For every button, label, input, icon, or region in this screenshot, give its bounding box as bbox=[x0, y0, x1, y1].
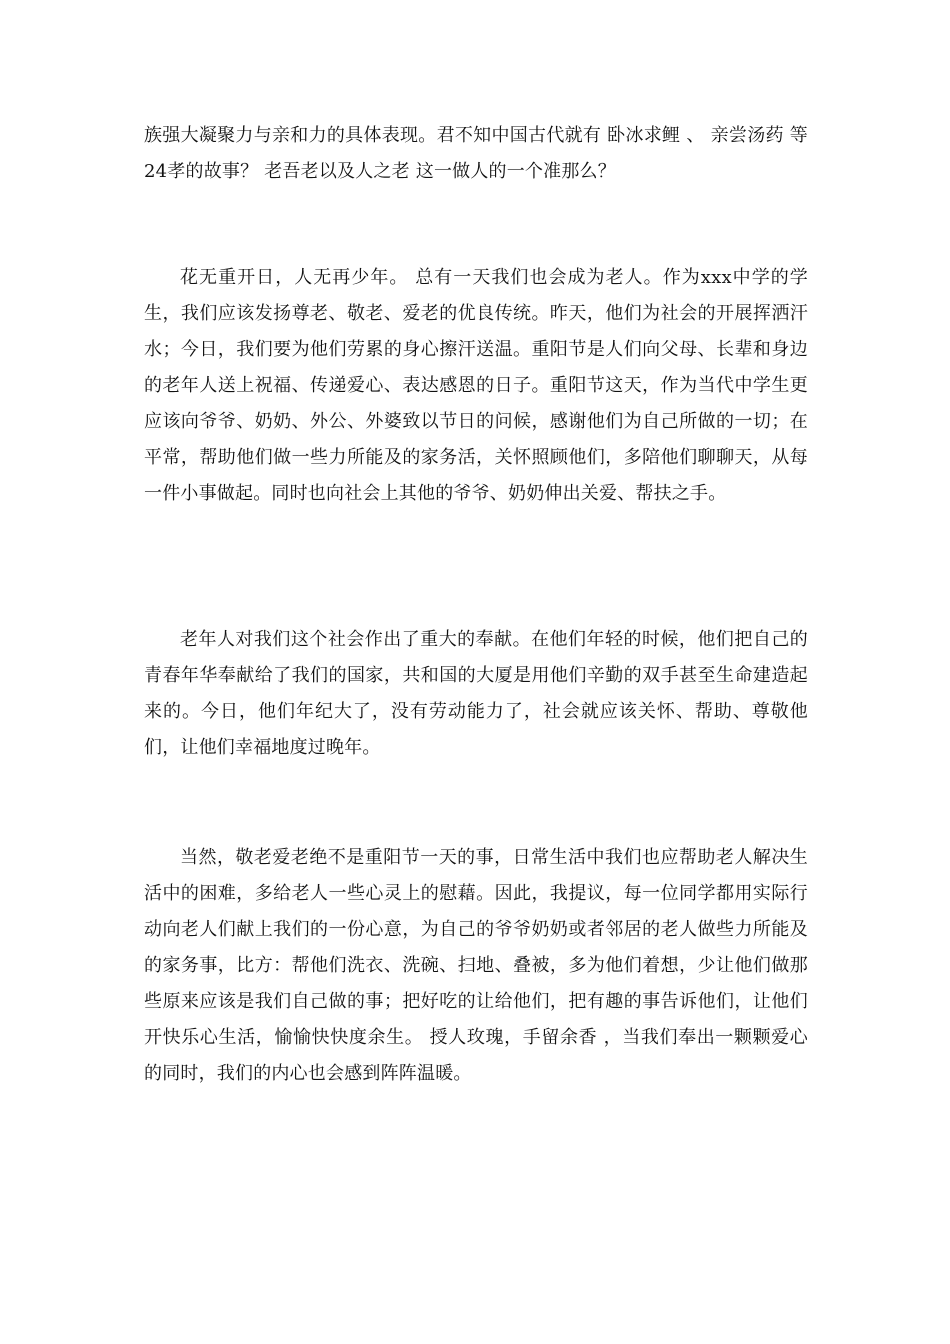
paragraph-respect-elders: 花无重开日，人无再少年。 总有一天我们也会成为老人。作为xxx中学的学生，我们应该发扬尊老、敬老、爱老的优良传统。昨天，他们为社会的开展挥洒汗水；今日，我们要为他们劳累的身心擦汗送温。重阳节是人们向父母、长辈和身边的老年人送上祝福、传递爱心、表达感恩的日子。重阳节这天，作为当代中学生更应该向爷爷、奶奶、外公、外婆致以节日的问候，感谢他们为自己所做的一切；在平常，帮助他们做一些力所能及的家务活，关怀照顾他们，多陪他们聊聊天，从每一件小事做起。同时也向社会上其他的爷爷、奶奶伸出关爱、帮扶之手。 bbox=[144, 267, 808, 504]
paragraph-elders-contribution: 老年人对我们这个社会作出了重大的奉献。在他们年轻的时候，他们把自己的青春年华奉献给了我们的国家，共和国的大厦是用他们辛勤的双手甚至生命建造起来的。今日，他们年纪大了，没有劳动能力了，社会就应该关怀、帮助、尊敬他们，让他们幸福地度过晚年。 bbox=[144, 629, 808, 758]
paragraph-continuation: 族强大凝聚力与亲和力的具体表现。君不知中国古代就有 卧冰求鲤 、 亲尝汤药 等24孝的故事？ 老吾老以及人之老 这一做人的一个准那么？ bbox=[144, 125, 808, 182]
paragraph-daily-care: 当然，敬老爱老绝不是重阳节一天的事，日常生活中我们也应帮助老人解决生活中的困难，多给老人一些心灵上的慰藉。因此，我提议，每一位同学都用实际行动向老人们献上我们的一份心意，为自己的爷爷奶奶或者邻居的老人做些力所能及的家务事，比方：帮他们洗衣、洗碗、扫地、叠被，多为他们着想，少让他们做那些原来应该是我们自己做的事；把好吃的让给他们，把有趣的事告诉他们，让他们开快乐心生活，愉愉快快度余生。 授人玫瑰，手留余香 ，当我们奉出一颗颗爱心的同时，我们的内心也会感到阵阵温暖。 bbox=[144, 847, 808, 1084]
